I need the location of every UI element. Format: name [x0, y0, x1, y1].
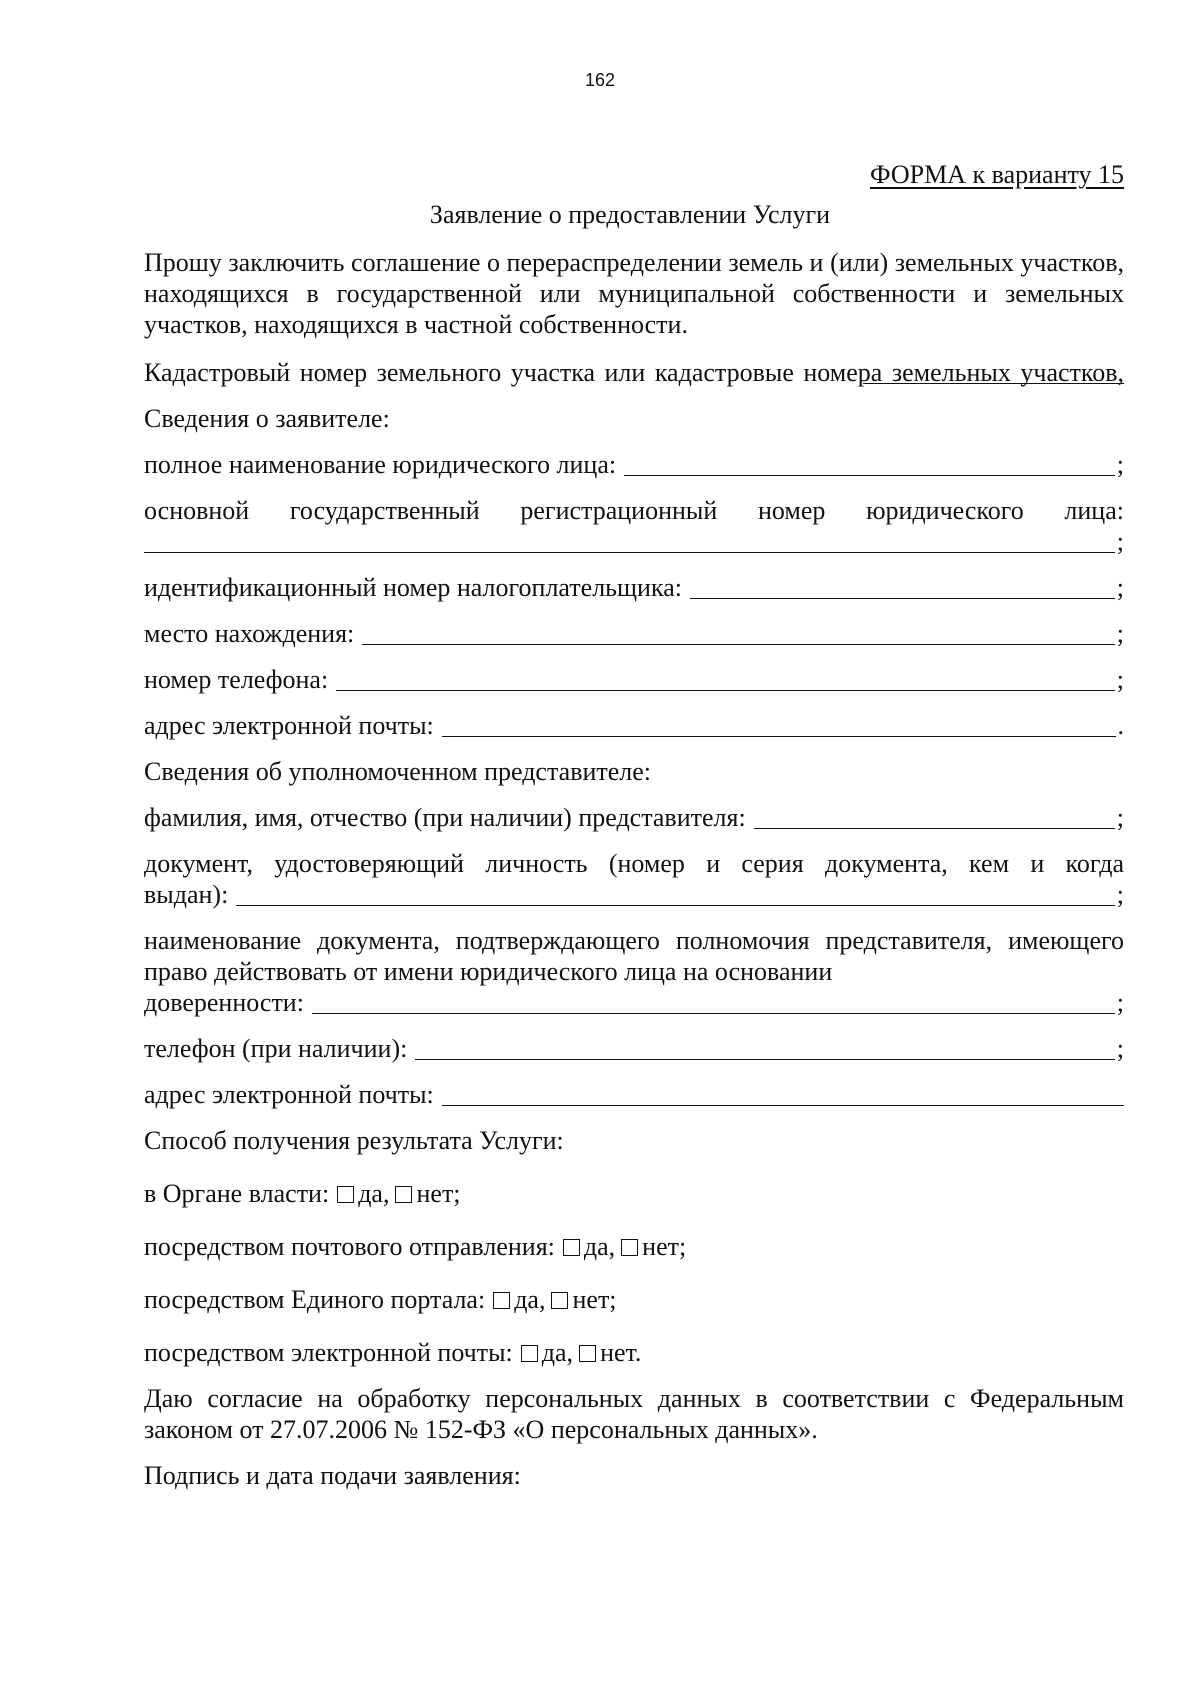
rep-phone-field[interactable]: [415, 1037, 1114, 1060]
inn-field[interactable]: [690, 576, 1115, 599]
rep-email-field[interactable]: [442, 1083, 1124, 1106]
email-no-checkbox[interactable]: [579, 1345, 596, 1362]
ogrn-label: основной государственный регистрационный номер юридического лица:: [144, 496, 1124, 525]
rep-authority-field[interactable]: [312, 991, 1115, 1014]
page-number: 162: [584, 70, 616, 90]
rep-authority-label: наименование документа, подтверждающего полномочия представителя, имеющего право действовать от имени юридического лица на основании: [144, 926, 1124, 986]
delivery-option-email: посредством электронной почты: да, нет.: [144, 1338, 642, 1367]
rep-email-label: адрес электронной почты:: [144, 1080, 434, 1109]
ogrn-row: ;: [144, 526, 1124, 557]
rep-id-doc-label: документ, удостоверяющий личность (номер и серия документа, кем и когда: [144, 849, 1124, 878]
document-title: Заявление о предоставлении Услуги: [429, 200, 831, 229]
location-label: место нахождения:: [144, 619, 355, 648]
delivery-option-authority: в Органе власти: да, нет;: [144, 1179, 461, 1208]
post-yes-checkbox[interactable]: [563, 1239, 580, 1256]
rep-fio-row: фамилия, имя, отчество (при наличии) представителя: ;: [144, 803, 1124, 832]
delivery-option-portal: посредством Единого портала: да, нет;: [144, 1285, 617, 1314]
phone-field[interactable]: [336, 668, 1115, 691]
full-name-label: полное наименование юридического лица:: [144, 450, 617, 479]
rep-id-doc-field[interactable]: [236, 883, 1114, 906]
phone-label: номер телефона:: [144, 665, 329, 694]
delivery-option-post: посредством почтового отправления: да, нет;: [144, 1232, 687, 1261]
email-label: адрес электронной почты:: [144, 711, 434, 740]
post-no-checkbox[interactable]: [621, 1239, 638, 1256]
portal-yes-checkbox[interactable]: [493, 1292, 510, 1309]
rep-phone-row: телефон (при наличии): ;: [144, 1034, 1124, 1063]
cadastral-text: Кадастровый номер земельного участка или кадастровые номера земельных участков,: [144, 358, 1124, 387]
inn-row: идентификационный номер налогоплательщика: ;: [144, 573, 1124, 602]
request-paragraph: Прошу заключить соглашение о перераспределении земель и (или) земельных участков, находящихся в государственной или муниципальной собственности и земельных участков, находящихся в частной собственности.: [144, 248, 1124, 339]
rep-fio-field[interactable]: [754, 806, 1115, 829]
application-form: [144, 247, 1124, 1491]
cadastral-number-field[interactable]: [863, 361, 1124, 384]
applicant-heading: Сведения о заявителе:: [144, 404, 390, 433]
consent-paragraph: Даю согласие на обработку персональных данных в соответствии с Федеральным законом от 27.07.2006 № 152-ФЗ «О персональных данных».: [144, 1384, 1124, 1444]
full-name-field[interactable]: [624, 453, 1115, 476]
authority-yes-checkbox[interactable]: [337, 1186, 354, 1203]
authority-no-checkbox[interactable]: [395, 1186, 412, 1203]
rep-phone-label: телефон (при наличии):: [144, 1034, 408, 1063]
rep-id-doc-row: выдан): ;: [144, 880, 1124, 909]
ogrn-field[interactable]: [144, 530, 1115, 553]
form-variant-label: ФОРМА к варианту 15: [870, 160, 1124, 189]
phone-row: номер телефона: ;: [144, 665, 1124, 694]
email-field[interactable]: [442, 714, 1116, 737]
full-name-row: полное наименование юридического лица: ;: [144, 450, 1124, 479]
rep-fio-label: фамилия, имя, отчество (при наличии) представителя:: [144, 803, 746, 832]
rep-email-row: [144, 1079, 1124, 1110]
inn-label: идентификационный номер налогоплательщика:: [144, 573, 682, 602]
location-row: место нахождения: ;: [144, 619, 1124, 648]
representative-heading: Сведения об уполномоченном представителе:: [144, 757, 652, 786]
email-row: адрес электронной почты: .: [144, 711, 1124, 740]
location-field[interactable]: [362, 622, 1115, 645]
portal-no-checkbox[interactable]: [551, 1292, 568, 1309]
email-yes-checkbox[interactable]: [521, 1345, 538, 1362]
rep-authority-row: доверенности: ;: [144, 988, 1124, 1017]
signature-label: Подпись и дата подачи заявления:: [144, 1461, 521, 1490]
delivery-heading: Способ получения результата Услуги:: [144, 1126, 564, 1155]
